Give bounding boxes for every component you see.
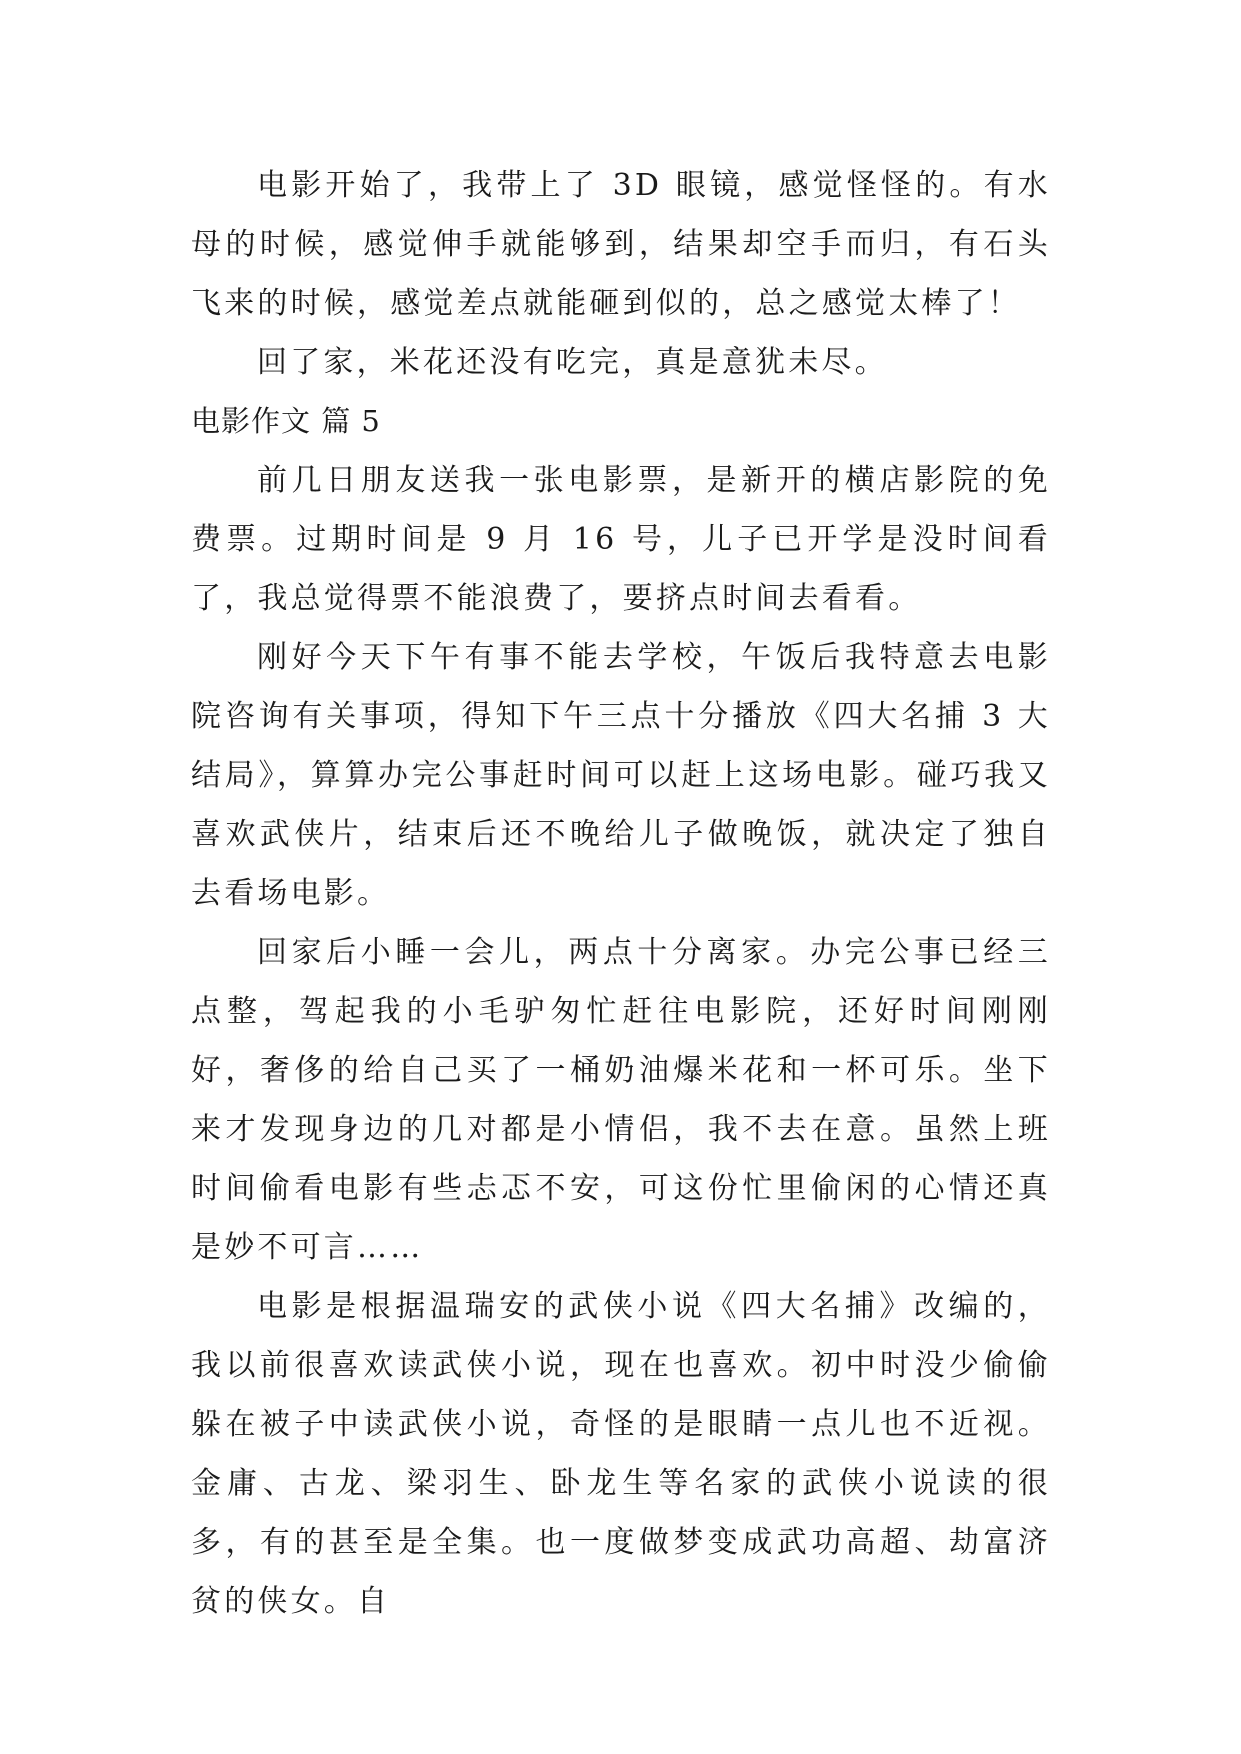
paragraph-cinema-visit: 回家后小睡一会儿，两点十分离家。办完公事已经三点整，驾起我的小毛驴匆忙赶往电影院，还好时间刚刚好，奢侈的给自己买了一桶奶油爆米花和一杯可乐。坐下来才发现身边的几对都是小情侣，我不去在意。虽然上班时间偷看电影有些忐忑不安，可这份忙里偷闲的心情还真是妙不可言…… bbox=[191, 935, 1051, 1265]
document-body bbox=[191, 156, 1051, 1631]
paragraph-3d-glasses: 电影开始了，我带上了 3D 眼镜，感觉怪怪的。有水母的时候，感觉伸手就能够到，结果却空手而归，有石头飞来的时候，感觉差点就能砸到似的，总之感觉太棒了！ bbox=[191, 168, 1051, 321]
paragraph-wuxia-novels: 电影是根据温瑞安的武侠小说《四大名捕》改编的，我以前很喜欢读武侠小说，现在也喜欢。初中时没少偷偷躲在被子中读武侠小说，奇怪的是眼睛一点儿也不近视。金庸、古龙、梁羽生、卧龙生等名家的武侠小说读的很多，有的甚至是全集。也一度做梦变成武功高超、劫富济贫的侠女。自 bbox=[191, 1289, 1051, 1619]
paragraph-free-ticket: 前几日朋友送我一张电影票，是新开的横店影院的免费票。过期时间是 9 月 16 号，儿子已开学是没时间看了，我总觉得票不能浪费了，要挤点时间去看看。 bbox=[191, 463, 1051, 616]
paragraph-back-home: 回了家，米花还没有吃完，真是意犹未尽。 bbox=[257, 345, 888, 380]
section-heading: 电影作文 篇 5 bbox=[191, 404, 381, 438]
paragraph-afternoon: 刚好今天下午有事不能去学校，午饭后我特意去电影院咨询有关事项，得知下午三点十分播放《四大名捕 3 大结局》，算算办完公事赶时间可以赶上这场电影。碰巧我又喜欢武侠片，结束后还不晚给儿子做晚饭，就决定了独自去看场电影。 bbox=[191, 640, 1051, 911]
